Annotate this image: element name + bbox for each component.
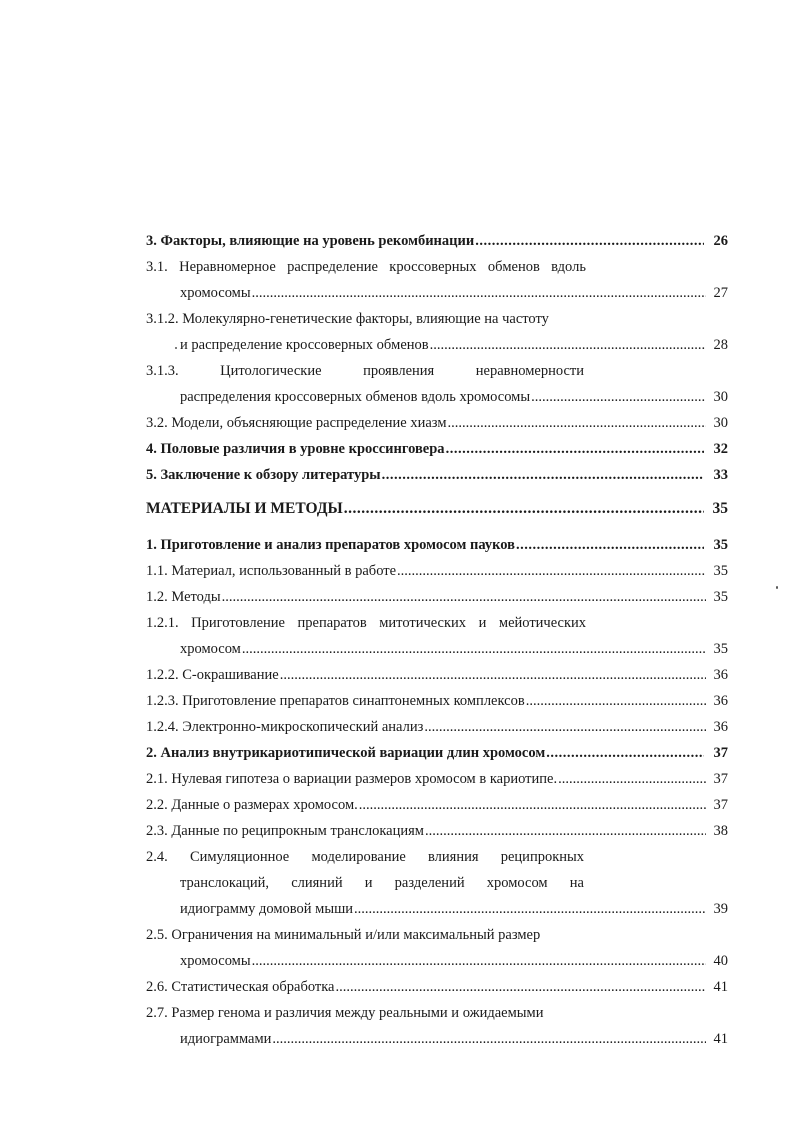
toc-entry-1-2-1-line1[interactable]: 1.2.1. Приготовление препаратов митотических и мейотических	[146, 615, 586, 631]
scan-speck	[776, 586, 778, 589]
toc-entry-2-4-line2[interactable]: транслокаций, слияний и разделений хромосом на	[180, 875, 584, 891]
toc-entry-1-2-4[interactable]: 1.2.4. Электронно-микроскопический анализ ..... 36	[146, 718, 728, 736]
toc-entry-2-4-line1[interactable]: 2.4. Симуляционное моделирование влияния реципрокных	[146, 849, 584, 865]
toc-entry-3-1-2-line1[interactable]: 3.1.2. Молекулярно-генетические факторы, влияющие на частоту	[146, 311, 549, 327]
toc-entry-1-2-1-line2[interactable]: хромосом ..... 35	[180, 640, 728, 658]
toc-entry-section-5[interactable]: 5. Заключение к обзору литературы ..... 33	[146, 466, 728, 484]
toc-entry-3-1-3-line2[interactable]: распределения кроссоверных обменов вдоль хромосомы ..... 30	[180, 388, 728, 406]
toc-entry-1-1[interactable]: 1.1. Материал, использованный в работе ..... 35	[146, 562, 728, 580]
toc-entry-2-5-line2[interactable]: хромосомы ..... 40	[180, 952, 728, 970]
toc-entry-2-3[interactable]: 2.3. Данные по реципрокным транслокациям ..... 38	[146, 822, 728, 840]
toc-entry-2-6[interactable]: 2.6. Статистическая обработка ..... 41	[146, 978, 728, 996]
toc-entry-methods-1[interactable]: 1. Приготовление и анализ препаратов хромосом пауков ..... 35	[146, 536, 728, 554]
toc-entry-2-1[interactable]: 2.1. Нулевая гипотеза о вариации размеров хромосом в кариотипе. ..... 37	[146, 770, 728, 788]
toc-entry-3-1-line1[interactable]: 3.1. Неравномерное распределение кроссоверных обменов вдоль	[146, 259, 586, 275]
toc-entry-materials-methods[interactable]: МАТЕРИАЛЫ И МЕТОДЫ ..... 35	[146, 500, 728, 518]
toc-entry-3-2[interactable]: 3.2. Модели, объясняющие распределение хиазм ..... 30	[146, 414, 728, 432]
toc-entry-methods-2[interactable]: 2. Анализ внутрикариотипической вариации длин хромосом ..... 37	[146, 744, 728, 762]
toc-entry-2-4-line3[interactable]: идиограмму домовой мыши ..... 39	[180, 900, 728, 918]
toc-entry-2-5-line1[interactable]: 2.5. Ограничения на минимальный и/или максимальный размер	[146, 927, 541, 943]
toc-entry-2-7-line2[interactable]: идиограммами ..... 41	[180, 1030, 728, 1048]
toc-entry-1-2[interactable]: 1.2. Методы ..... 35	[146, 588, 728, 606]
toc-entry-3-1-2-line2[interactable]: и распределение кроссоверных обменов ..... 28	[180, 336, 728, 354]
toc-entry-1-2-3[interactable]: 1.2.3. Приготовление препаратов синаптонемных комплексов ..... 36	[146, 692, 728, 710]
toc-entry-section-3[interactable]: 3. Факторы, влияющие на уровень рекомбинации ..... 26	[146, 232, 728, 250]
toc-entry-3-1-line2[interactable]: хромосомы ..... 27	[180, 284, 728, 302]
toc-entry-1-2-2[interactable]: 1.2.2. С-окрашивание ..... 36	[146, 666, 728, 684]
toc-entry-3-1-3-line1[interactable]: 3.1.3. Цитологические проявления неравномерности	[146, 363, 584, 379]
toc-entry-section-4[interactable]: 4. Половые различия в уровне кроссинговера ..... 32	[146, 440, 728, 458]
toc-entry-2-7-line1[interactable]: 2.7. Размер генома и различия между реальными и ожидаемыми	[146, 1005, 544, 1021]
toc-entry-2-2[interactable]: 2.2. Данные о размерах хромосом. ..... 37	[146, 796, 728, 814]
scan-speck	[175, 347, 177, 349]
